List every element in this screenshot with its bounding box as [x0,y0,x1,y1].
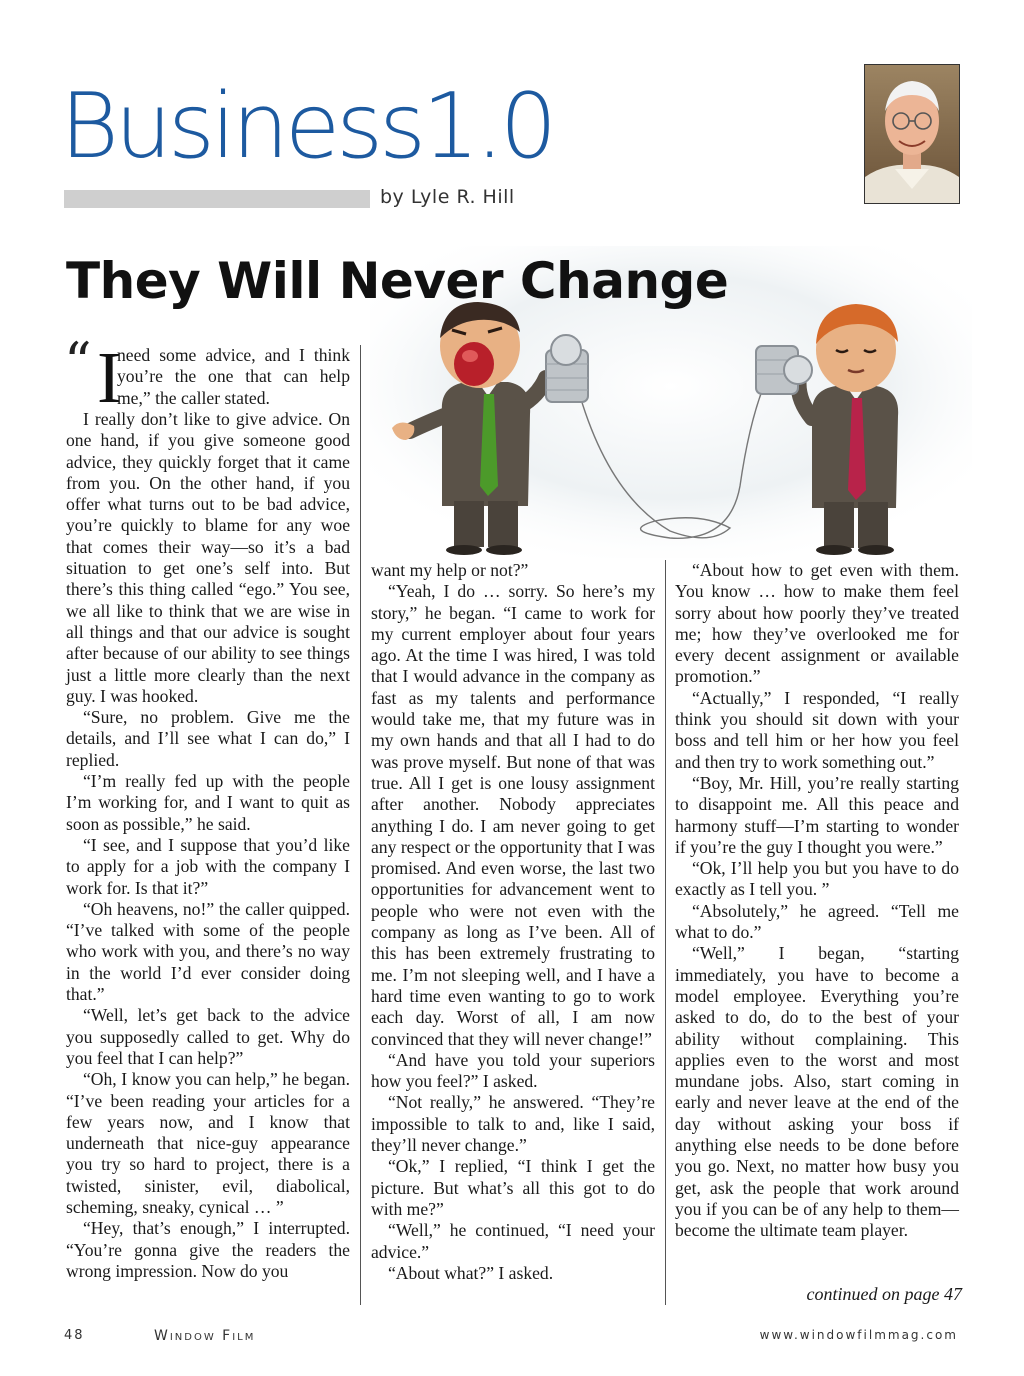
column-rule [360,345,361,1305]
page-number: 48 [64,1328,85,1343]
logo-version: 1.0 [422,74,554,179]
author-byline: by Lyle R. Hill [380,186,515,208]
paragraph: I really don’t like to give advice. On one hand, if you give someone good advice, they quickly forget that it came from you. On the other hand, if you offer what turns out to be bad advice, you’re quickly to blame for any woe that comes their way—so it’s a bad situation to get one’s self into. But there’s this thing called “ego.” You see, we all like to think that we are wise in all things and that our advice is sought after because of our ability to see things just a little more clearly than the next guy. I was hooked. [66,409,350,706]
paragraph: “Well,” I began, “starting immediately, you have to become a model employee. Everything you’re asked to do, do to the best of your ability without complaining. This applies even to the worst and most mundane jobs. Also, start coming in early and never leave at the end of the day without asking your boss if anything else needs to be done before you go. Next, no matter how busy you get, ask the people that work around you if you can be of any help to them—become the ultimate team player. [675,943,959,1241]
column-3 [675,560,959,1242]
paragraph: “Actually,” I responded, “I really think you should sit down with your boss and tell him or her how you feel and then try to work something out.” [675,687,959,772]
paragraph: “Boy, Mr. Hill, you’re really starting to disappoint me. All this peace and harmony stuff—I’m starting to wonder if you’re the guy I thought you were.” [675,772,959,857]
paragraph: “Sure, no problem. Give me the details, and I’ll see what I can do,” I replied. [66,707,350,770]
paragraph: “Oh, I know you can help,” he began. “I’ve been reading your articles for a few years now, and I know that underneath that nice-guy appearance you try so hard to project, there is a twisted, sinister, evil, diabolical, scheming, sneaky, cynical … ” [66,1069,350,1217]
paragraph: “Ok,” I replied, “I think I get the picture. But what’s all this got to do with me?” [371,1156,655,1219]
section-logo [60,74,554,179]
paragraph: “About what?” I asked. [388,1262,554,1283]
paragraph: “I see, and I suppose that you’d like to apply for a job with the company I work for. Is that it?” [66,834,350,898]
opening-quote-mark: “ [64,331,92,394]
lead-paragraph [117,345,350,409]
paragraph: “Well, let’s get back to the advice you supposedly called to get. Why do you feel that I can help?” [66,1005,350,1068]
logo-word: Business [60,74,423,179]
paragraph: want my help or not?” [371,560,529,580]
author-photo [864,64,960,204]
column-rule [665,560,666,1305]
drop-cap: I [97,337,122,418]
paragraph: “Well,” he continued, “I need your advice.” [371,1220,655,1262]
paragraph: “And have you told your superiors how you feel?” I asked. [371,1049,655,1092]
paragraph: “I’m really fed up with the people I’m working for, and I want to quit as soon as possible,” he said. [66,771,350,834]
continued-link[interactable]: continued on page 47 [806,1284,962,1304]
paragraph: “Oh heavens, no!” the caller quipped. “I’ve talked with some of the people who work with you, and there’s no way in the world I’d ever consider doing that.” [66,898,350,1005]
paragraph: “Hey, that’s enough,” I interrupted. “You’re gonna give the readers the wrong impression. Now do you [66,1218,350,1281]
article-headline: They Will Never Change [66,252,729,310]
paragraph: “Absolutely,” he agreed. “Tell me what to do.” [675,900,959,943]
paragraph: “Yeah, I do … sorry. So here’s my story,” he began. “I came to work for my current employer about four years ago. At the time I was hired, I was told that I would advance in the company as fast as my talents and performance would take me, that my future was in my own hands and that all I had to do was prove myself. But none of that was true. All I get is one lousy assignment after another. Nobody appreciates anything I do. I am never going to get any respect or the opportunity that I was promised. And even worse, the last two opportunities for advancement went to people who were not even with the company as long as I’ve been. All of this has been extremely frustrating to me. I’m not sleeping well, and I have a hard time even wanting to go to work each day. Worst of all, I am now convinced that they will never change!” [371,581,655,1049]
column-1 [66,409,350,1282]
byline-bar [64,190,370,208]
paragraph: “Ok, I’ll help you but you have to do exactly as I tell you. ” [675,858,959,900]
column-2 [371,560,655,1284]
lead-text: need some advice, and I think you’re the one that can help me,” the caller stated. [117,345,350,408]
paragraph: “Not really,” he answered. “They’re impossible to talk to and, like I said, they’ll never change.” [371,1092,655,1156]
paragraph: “About how to get even with them. You know … how to make them feel sorry about how poorly they’ve treated me; how they’ve overlooked me for every decent assignment or available promotion.” [675,560,959,687]
magazine-name: Window Film [154,1328,256,1344]
magazine-url[interactable]: www.windowfilmmag.com [759,1328,958,1342]
